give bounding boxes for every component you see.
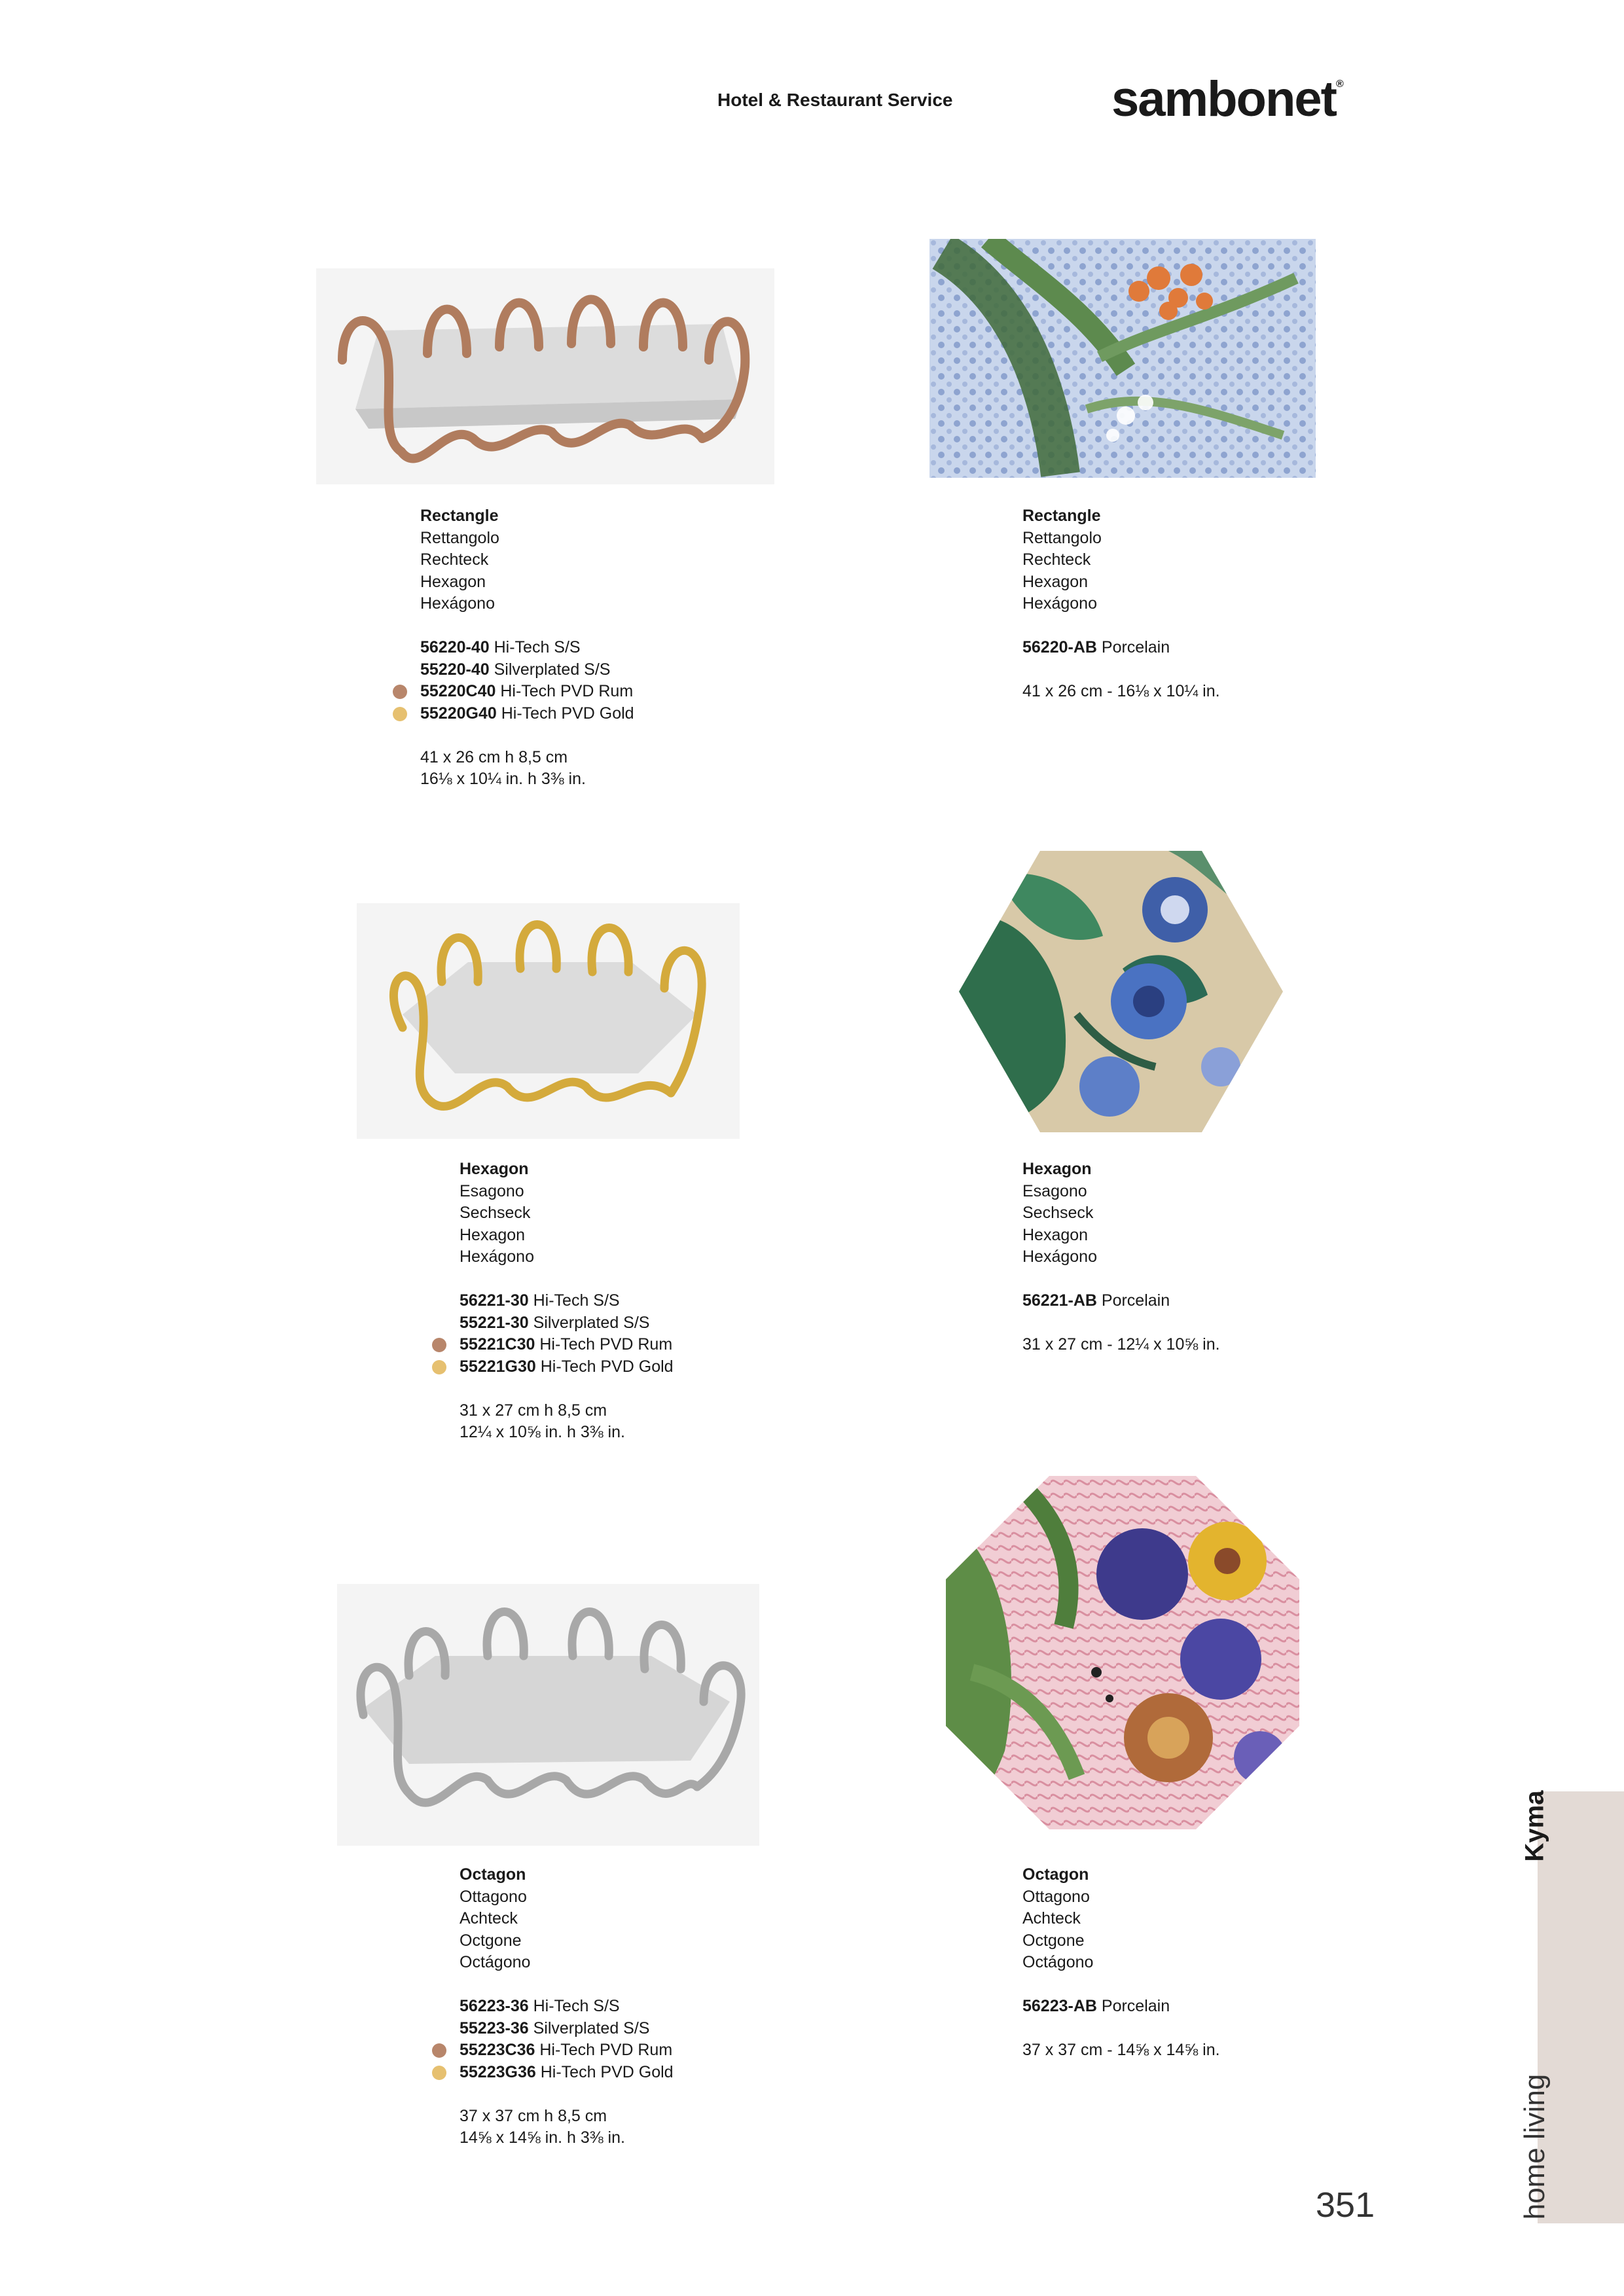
product-name-es: Hexágono	[1022, 594, 1097, 613]
category-label: home living	[1519, 2073, 1551, 2220]
code-line: 55221-30 Silverplated S/S	[460, 1313, 650, 1332]
collection-label: Kyma	[1520, 1790, 1549, 1862]
product-name-fr: Hexagon	[420, 572, 486, 591]
product-name-es: Hexágono	[420, 594, 495, 613]
product-name-es: Hexágono	[1022, 1247, 1097, 1266]
code-line: 56220-40 Hi-Tech S/S	[420, 638, 581, 656]
product-name-es: Hexágono	[460, 1247, 534, 1266]
octagon-rack-photo	[337, 1584, 759, 1846]
code-line: 55220C40 Hi-Tech PVD Rum	[420, 681, 634, 703]
rum-color-swatch	[432, 1338, 446, 1352]
product-name-fr: Hexagon	[1022, 1225, 1089, 1244]
product-name-en: Octagon	[460, 1865, 526, 1884]
hexagon-rack-photo	[357, 903, 740, 1139]
product-name-de: Achteck	[1022, 1909, 1081, 1928]
code-line: 55220G40 Hi-Tech PVD Gold	[420, 703, 634, 725]
code-line: 55223C36 Hi-Tech PVD Rum	[460, 2039, 674, 2062]
octagon-plate-photo	[946, 1476, 1299, 1829]
dimensions: 41 x 26 cm - 16⅛ x 10¼ in.	[1022, 682, 1220, 700]
product-name-fr: Hexagon	[1022, 572, 1089, 591]
spec-hexagon-porcelain	[1022, 1158, 1220, 1356]
product-name-en: Rectangle	[1022, 507, 1101, 525]
product-name-fr: Octgone	[460, 1931, 522, 1950]
product-name-es: Octágono	[460, 1953, 531, 1971]
dimensions-metric: 41 x 26 cm h 8,5 cm	[420, 747, 568, 766]
code-line: 56220-AB Porcelain	[1022, 638, 1170, 656]
gold-color-swatch	[432, 2066, 446, 2080]
spec-octagon-steel	[460, 1864, 674, 2149]
rectangle-rack-photo	[316, 268, 774, 484]
product-name-it: Ottagono	[460, 1887, 527, 1906]
product-name-it: Esagono	[1022, 1181, 1087, 1200]
product-name-en: Rectangle	[420, 507, 499, 525]
product-name-de: Rechteck	[420, 550, 489, 569]
spec-octagon-porcelain	[1022, 1864, 1220, 2062]
code-line: 55221G30 Hi-Tech PVD Gold	[460, 1356, 674, 1378]
product-name-de: Achteck	[460, 1909, 518, 1928]
code-line: 56223-36 Hi-Tech S/S	[460, 1997, 620, 2015]
spec-hexagon-steel	[460, 1158, 674, 1444]
dimensions-imperial: 12¼ x 10⅝ in. h 3⅜ in.	[460, 1423, 625, 1441]
product-name-de: Sechseck	[460, 1204, 531, 1222]
product-name-es: Octágono	[1022, 1953, 1094, 1971]
dimensions-imperial: 16⅛ x 10¼ in. h 3⅜ in.	[420, 770, 586, 788]
hexagon-plate-photo	[959, 851, 1283, 1132]
dimensions-metric: 37 x 37 cm h 8,5 cm	[460, 2106, 607, 2125]
product-name-fr: Hexagon	[460, 1225, 526, 1244]
code-line: 55221C30 Hi-Tech PVD Rum	[460, 1334, 674, 1356]
code-line: 55223-36 Silverplated S/S	[460, 2018, 650, 2037]
code-line: 56223-AB Porcelain	[1022, 1997, 1170, 2015]
header-title: Hotel & Restaurant Service	[717, 90, 953, 110]
spec-rectangle-porcelain	[1022, 505, 1220, 703]
product-name-de: Rechteck	[1022, 550, 1091, 569]
spec-rectangle-steel	[420, 505, 634, 791]
gold-color-swatch	[393, 707, 407, 721]
code-line: 55223G36 Hi-Tech PVD Gold	[460, 2062, 674, 2084]
product-name-en: Hexagon	[1022, 1160, 1092, 1178]
product-name-it: Rettangolo	[420, 528, 499, 547]
gold-color-swatch	[432, 1360, 446, 1374]
dimensions-imperial: 14⅝ x 14⅝ in. h 3⅜ in.	[460, 2128, 625, 2147]
rectangle-plate-photo	[929, 239, 1316, 478]
product-name-it: Esagono	[460, 1181, 524, 1200]
product-name-fr: Octgone	[1022, 1931, 1085, 1950]
rum-color-swatch	[432, 2043, 446, 2058]
product-name-it: Rettangolo	[1022, 528, 1102, 547]
rum-color-swatch	[393, 685, 407, 699]
product-name-en: Hexagon	[460, 1160, 529, 1178]
code-line: 56221-AB Porcelain	[1022, 1291, 1170, 1310]
dimensions: 31 x 27 cm - 12¼ x 10⅝ in.	[1022, 1335, 1220, 1354]
dimensions-metric: 31 x 27 cm h 8,5 cm	[460, 1401, 607, 1420]
code-line: 56221-30 Hi-Tech S/S	[460, 1291, 620, 1310]
code-line: 55220-40 Silverplated S/S	[420, 660, 611, 679]
dimensions: 37 x 37 cm - 14⅝ x 14⅝ in.	[1022, 2041, 1220, 2059]
product-name-it: Ottagono	[1022, 1887, 1090, 1906]
page-number: 351	[1316, 2185, 1375, 2225]
product-name-en: Octagon	[1022, 1865, 1089, 1884]
brand-logo: sambonet®	[1111, 71, 1343, 127]
product-name-de: Sechseck	[1022, 1204, 1094, 1222]
